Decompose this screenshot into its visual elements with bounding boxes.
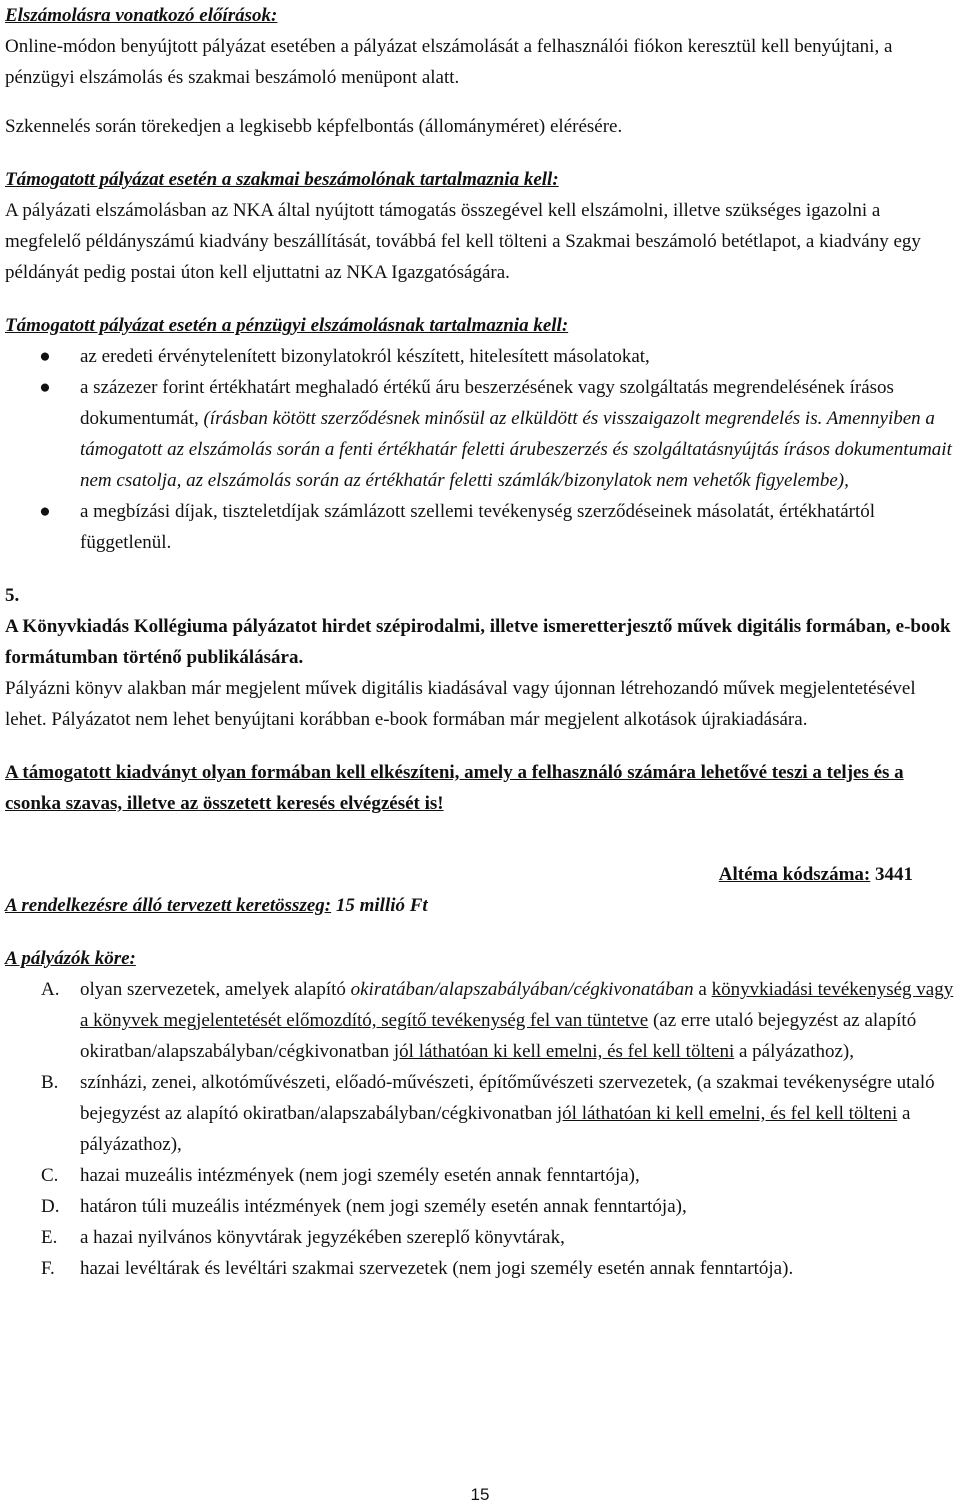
paragraph-search-requirement: A támogatott kiadványt olyan formában kell elkészíteni, amely a felhasználó számára lehetővé teszi a teljes és a csonka szavas, illetve az összetett keresés elvégzését is! bbox=[5, 762, 904, 814]
section-heading-settlement: Elszámolásra vonatkozó előírások: bbox=[5, 5, 278, 26]
paragraph-professional-report: A pályázati elszámolásban az NKA által nyújtott támogatás összegével kell elszámolni, illetve szükséges igazolni a megfelelő példányszámú kiadvány beszállítását, továbbá fel kell tölteni a Szakmai beszámoló betétlapot, a kiadvány egy példányát pedig postai úton kell eljuttatni az NKA Igazgatóságára. bbox=[5, 200, 921, 283]
document-page bbox=[5, 0, 957, 1284]
section-number: 5. bbox=[5, 585, 20, 606]
applicant-item-c: C. hazai muzeális intézmények (nem jogi személy esetén annak fenntartója), bbox=[41, 1165, 640, 1186]
bullet-icon: ● bbox=[39, 501, 51, 522]
bullet-icon: ● bbox=[39, 377, 51, 398]
paragraph-scanning: Szkennelés során törekedjen a legkisebb képfelbontás (állományméret) elérésére. bbox=[5, 116, 623, 137]
bullet-icon: ● bbox=[39, 346, 51, 367]
section-heading-financial-report: Támogatott pályázat esetén a pénzügyi elszámolásnak tartalmaznia kell: bbox=[5, 315, 569, 336]
budget-line: A rendelkezésre álló tervezett keretösszeg: 15 millió Ft bbox=[5, 895, 428, 916]
subtopic-code: Altéma kódszáma: 3441 bbox=[718, 864, 913, 885]
paragraph-eligibility: Pályázni könyv alakban már megjelent művek digitális kiadásával vagy újonnan létrehozandó művek megjelentetésével lehet. Pályázatot nem lehet benyújtani korábban e-book formában már megjelent alkotások újrakiadására. bbox=[5, 678, 916, 730]
section-heading-professional-report: Támogatott pályázat esetén a szakmai beszámolónak tartalmaznia kell: bbox=[5, 169, 559, 190]
applicant-item-b: B. színházi, zenei, alkotóművészeti, előadó-művészeti, építőművészeti szervezetek, (a szakmai tevékenységre utaló bejegyzést az alapító okiratban/alapszabályban/cégkivonatban jól láthatóan ki kell emelni, és fel kell tölteni a pályázathoz), bbox=[41, 1072, 935, 1155]
bullet-item: ● az eredeti érvénytelenített bizonylatokról készített, hitelesített másolatokat, bbox=[5, 341, 957, 372]
page-number: 15 bbox=[470, 1485, 490, 1504]
applicant-item-f: F. hazai levéltárak és levéltári szakmai szervezetek (nem jogi személy esetén annak fenntartója). bbox=[41, 1258, 794, 1279]
bullet-item: ● a százezer forint értékhatárt meghaladó értékű áru beszerzésének vagy szolgáltatás megrendelésének írásos dokumentumát, (írásban kötött szerződésnek minősül az elküldött és visszaigazolt megrendelés is. Amennyiben a támogatott az elszámolás során a fenti értékhatár feletti árubeszerzés és szolgáltatásnyújtás írásos dokumentumait nem csatolja, az elszámolás során az értékhatár feletti számlák/bizonylatok nem vehetők figyelembe), bbox=[5, 372, 957, 496]
applicants-heading: A pályázók köre: bbox=[5, 948, 136, 969]
bullet-item: ● a megbízási díjak, tiszteletdíjak számlázott szellemi tevékenység szerződéseinek másolatát, értékhatártól függetlenül. bbox=[5, 496, 957, 558]
paragraph-online-settlement: Online-módon benyújtott pályázat esetében a pályázat elszámolását a felhasználói fiókon keresztül kell benyújtani, a pénzügyi elszámolás és szakmai beszámoló menüpont alatt. bbox=[5, 36, 893, 88]
call-announcement: A Könyvkiadás Kollégiuma pályázatot hirdet szépirodalmi, illetve ismeretterjesztő művek digitális formában, e-book formátumban történő publikálására. bbox=[5, 616, 951, 668]
applicant-item-d: D. határon túli muzeális intézmények (nem jogi személy esetén annak fenntartója), bbox=[41, 1196, 687, 1217]
applicant-item-e: E. a hazai nyilvános könyvtárak jegyzékében szereplő könyvtárak, bbox=[41, 1227, 565, 1248]
applicant-item-a: A. olyan szervezetek, amelyek alapító okiratában/alapszabályában/cégkivonatában a könyvkiadási tevékenység vagy a könyvek megjelentetését előmozdító, segítő tevékenység fel van tüntetve (az erre utaló bejegyzést az alapító okiratban/alapszabályban/cégkivonatban jól láthatóan ki kell emelni, és fel kell tölteni a pályázathoz), bbox=[41, 979, 954, 1062]
